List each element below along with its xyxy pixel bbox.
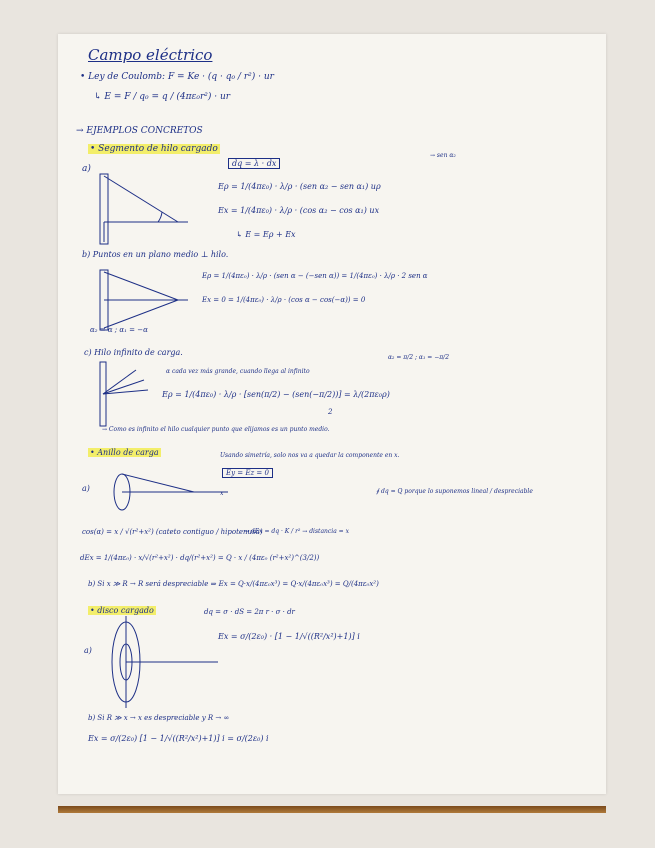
ring-label-a: a)	[82, 484, 90, 493]
disk-label-a: a)	[84, 646, 92, 655]
segment-diagram	[88, 162, 198, 252]
page-edge-strip	[58, 806, 606, 813]
infinite-wire-under: 2	[328, 408, 333, 416]
midplane-eq-rho: Eρ = 1/(4πε₀) · λ/ρ · (sen α − (−sen α)) = 1/(4πε₀) · λ/ρ · 2 sen α	[202, 272, 428, 280]
infinite-alphas: α₂ = π/2 ; α₁ = −π/2	[388, 354, 450, 361]
segment-midplane-diagram	[88, 264, 198, 334]
label-a: a)	[82, 164, 91, 174]
note-sen-alpha: → sen α₂	[430, 152, 456, 159]
dex-note: → dEx = dq · K / r² → distancia = x	[244, 528, 349, 535]
infinite-wire-explanation: α cada vez más grande, cuando llega al infinito	[166, 368, 310, 375]
infinite-wire-note: → Como es infinito el hilo cualquier punto que elijamos es un punto medio.	[102, 426, 330, 433]
infinite-wire-heading: c) Hilo infinito de carga.	[84, 348, 183, 357]
page-title: Campo eléctrico	[88, 46, 213, 64]
disk-limit-case: b) Si R ≫ x → x es despreciable y R → ∞	[88, 714, 230, 722]
ey-ez-box: Ey = Ez = 0	[222, 468, 273, 478]
eq-e-rho: Eρ = 1/(4πε₀) · λ/ρ · (sen α₂ − sen α₁) uρ	[218, 182, 381, 191]
field-definition: ↳ E = F / q₀ = q / (4πε₀r²) · ur	[94, 92, 231, 102]
disk-limit-eq: Ex = σ/(2ε₀) [1 − 1/√((R²/x²)+1)] i = σ/(2ε₀) i	[88, 734, 269, 743]
plane-medio-title: b) Puntos en un plano medio ⊥ hilo.	[82, 250, 229, 259]
ring-integral-eq: dEx = 1/(4πε₀) · x/√(r²+x²) · dq/(r²+x²) = Q · x / (4πε₀ (r²+x²)^(3/2))	[80, 554, 320, 562]
midplane-eq-x: Ex = 0 = 1/(4πε₀) · λ/ρ · (cos α − cos(−α)) = 0	[202, 296, 366, 304]
section-segment-heading: • Segmento de hilo cargado	[90, 144, 218, 154]
infinite-wire-eq: Eρ = 1/(4πε₀) · λ/ρ · [sen(π/2) − (sen(−π/2))] = λ/(2πε₀ρ)	[162, 390, 390, 399]
ring-dq-note: ∮ dq = Q porque lo suponemos lineal / despreciable	[376, 488, 533, 495]
ring-heading: • Anillo de carga	[90, 448, 159, 457]
disk-ex: Ex = σ/(2ε₀) · [1 − 1/√((R²/x²)+1)] i	[218, 632, 360, 641]
disk-heading: • disco cargado	[90, 606, 154, 615]
cos-alpha-eq: cos(α) = x / √(r²+x²) (cateto contiguo / hipotenusa)	[82, 528, 263, 536]
alpha-note: α₂ = α ; α₁ = −α	[90, 326, 148, 334]
dq-box: dq = λ · dx	[228, 158, 280, 169]
ring-diagram	[98, 470, 238, 520]
disk-dq: dq = σ · dS = 2π r · σ · dr	[204, 608, 295, 616]
ring-axis-x: x	[220, 490, 224, 497]
eq-e-x: Ex = 1/(4πε₀) · λ/ρ · (cos α₂ − cos α₁) ux	[218, 206, 380, 215]
symmetry-note: Usando simetría, solo nos va a quedar la componente en x.	[220, 452, 400, 459]
coulomb-law: • Ley de Coulomb: F = Ke · (q · q₀ / r²) · ur	[80, 72, 274, 82]
disk-diagram	[102, 612, 222, 712]
ring-far-field: b) Si x ≫ R → R será despreciable ⇒ Ex = Q·x/(4πε₀x³) = Q·x/(4πε₀x³) = Q/(4πε₀x²)	[88, 580, 379, 588]
notebook-page	[58, 34, 606, 794]
infinite-wire-diagram	[96, 360, 156, 430]
eq-e-total: ↳ E = Eρ + Ex	[236, 230, 296, 239]
examples-heading: → EJEMPLOS CONCRETOS	[76, 126, 203, 136]
